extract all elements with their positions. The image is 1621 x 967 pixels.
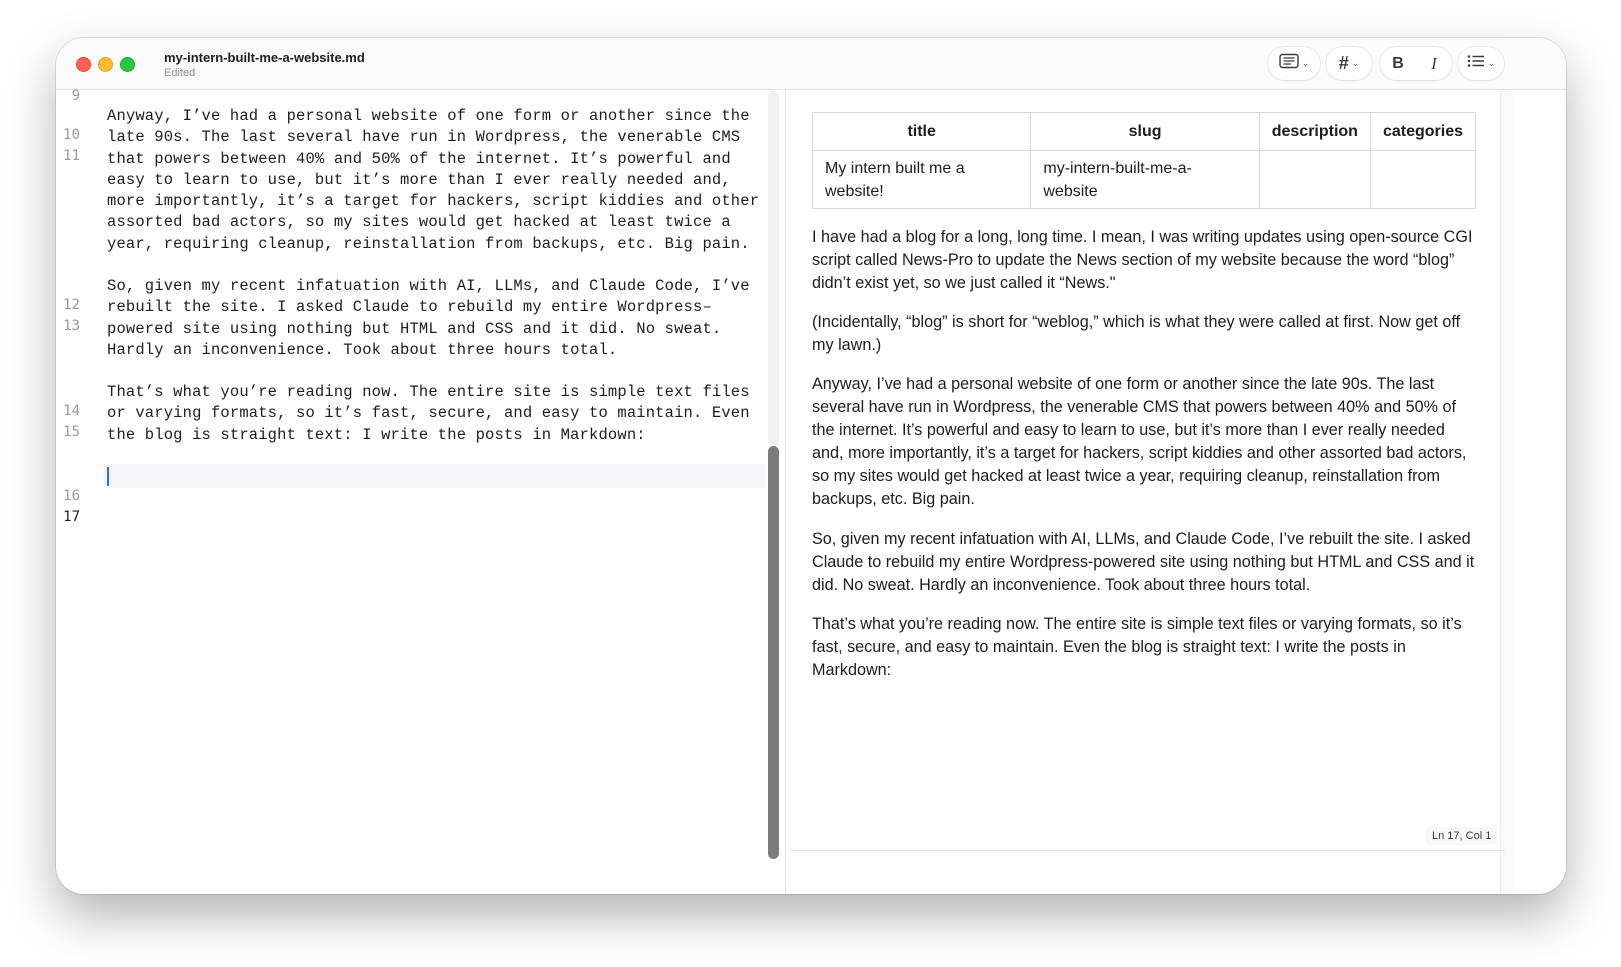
heading-icon: # xyxy=(1338,53,1349,73)
zoom-window-button[interactable] xyxy=(120,57,135,72)
table-cell xyxy=(1259,151,1370,209)
bullet-list-icon xyxy=(1467,54,1485,73)
line-number: 9 xyxy=(71,88,80,104)
current-line-number: 17 xyxy=(63,509,80,525)
preview-scrollbar[interactable] xyxy=(1500,91,1514,894)
sidebar-outline-icon xyxy=(1279,53,1299,74)
current-line-highlight xyxy=(104,464,766,488)
preview-paragraph: Anyway, I’ve had a personal website of one form or another since the late 90s. The last several have run in Wordpress, the venerable CMS that powers between 40% and 50% of the internet. It’s powerful and easy to learn to use, but it’s more than I ever really needed and, more importantly, it’s a target for hackers, script kiddies and other assorted bad actors, so my sites would get hacked at least twice a year, requiring cleanup, reinstallation from backups, etc. Big pain. xyxy=(812,375,1467,509)
table-header: description xyxy=(1259,113,1370,151)
table-cell xyxy=(1370,151,1475,209)
line-number: 11 xyxy=(63,148,80,164)
minimize-window-button[interactable] xyxy=(98,57,113,72)
preview-paragraph: (Incidentally, “blog” is short for “weblog,” which is what they were called at first. Now get off my lawn.) xyxy=(812,313,1461,355)
chevron-down-icon: ⌄ xyxy=(1351,58,1360,68)
line-number: 15 xyxy=(63,424,80,440)
table-cell: my-intern-built-me-a-website xyxy=(1031,151,1259,209)
outline-toggle-button[interactable] xyxy=(1268,47,1320,80)
list-menu-button[interactable] xyxy=(1458,47,1504,80)
title-bar xyxy=(56,38,1566,90)
chevron-down-icon: ⌄ xyxy=(1487,58,1496,68)
preview-paragraph: So, given my recent infatuation with AI, LLMs, and Claude Code, I’ve rebuilt the site. I asked Claude to rebuild my entire Wordpress-powered site using nothing but HTML and CSS and it did. No sweat. Hardly an inconvenience. Took about three hours total. xyxy=(812,530,1475,595)
app-window xyxy=(56,38,1566,894)
document-title: my-intern-built-me-a-website.md xyxy=(164,50,365,65)
preview-paragraph: I have had a blog for a long, long time. I mean, I was writing updates using open-source CGI script called News-Pro to update the News section of my website because the word “blog” didn’t exist yet, so we just called it “News." xyxy=(812,228,1473,293)
text-caret xyxy=(107,467,109,486)
markdown-editor[interactable] xyxy=(56,88,785,894)
format-group xyxy=(1380,47,1452,80)
editor-scrollbar[interactable] xyxy=(768,91,780,894)
close-window-button[interactable] xyxy=(76,57,91,72)
heading-menu-button[interactable] xyxy=(1326,47,1372,80)
markdown-preview xyxy=(786,91,1500,894)
scrollbar-track xyxy=(768,91,779,446)
italic-button[interactable]: I xyxy=(1431,53,1437,73)
line-number: 13 xyxy=(63,318,80,334)
scrollbar-thumb[interactable] xyxy=(768,446,779,859)
table-header: slug xyxy=(1031,113,1259,151)
preview-paragraph: That’s what you’re reading now. The entire site is simple text files or varying formats, so it’s fast, secure, and easy to maintain. Even the blog is straight text: I write the posts in Markdown: xyxy=(812,615,1462,680)
table-row xyxy=(813,151,1476,209)
line-number: 12 xyxy=(63,297,80,313)
table-header: title xyxy=(813,113,1031,151)
editor-paragraph: Anyway, I’ve had a personal website of one form or another since the late 90s. The last several have run in Wordpress, the venerable CMS that powers between 40% and 50% of the internet. It’s powerful and easy to learn to use, but it’s more than I ever really needed and, more importantly, it’s a target for hackers, script kiddies and other assorted bad actors, so my sites would get hacked at least twice a year, requiring cleanup, reinstallation from backups, etc. Big pain. xyxy=(107,107,760,253)
table-cell: My intern built me a website! xyxy=(813,151,1031,209)
editor-paragraph: That’s what you’re reading now. The entire site is simple text files or varying formats, so it’s fast, secure, and easy to maintain. Even the blog is straight text: I write the posts in Markdown: xyxy=(107,383,750,444)
chevron-down-icon: ⌄ xyxy=(1301,58,1310,68)
line-number: 10 xyxy=(63,127,80,143)
line-number: 16 xyxy=(63,488,80,504)
bold-button[interactable]: B xyxy=(1392,54,1404,72)
line-number: 14 xyxy=(63,403,80,419)
document-status: Edited xyxy=(164,67,196,79)
editor-paragraph: So, given my recent infatuation with AI, LLMs, and Claude Code, I’ve rebuilt the site. I asked Claude to rebuild my entire Wordpress– powered site using nothing but HTML and CSS and it did. No sweat. Hardly an inconvenience. Took about three hours total. xyxy=(107,277,750,359)
cursor-position-indicator: Ln 17, Col 1 xyxy=(1426,827,1497,845)
bottom-divider xyxy=(789,850,1505,851)
table-header: categories xyxy=(1370,113,1475,151)
front-matter-table xyxy=(812,112,1476,209)
